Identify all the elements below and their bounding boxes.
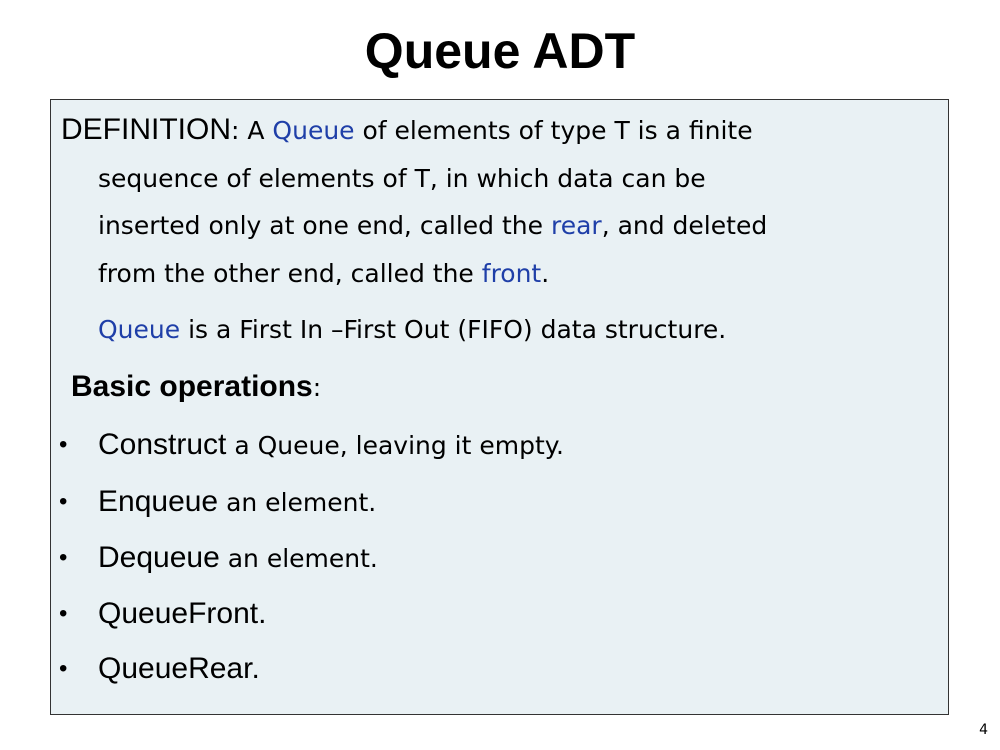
keyword-queue: Queue <box>272 116 355 145</box>
definition-line-4-post: . <box>541 259 550 288</box>
definition-line-4 <box>98 258 549 290</box>
bullet-icon: • <box>59 431 68 458</box>
operation-desc: a Queue, leaving it empty. <box>226 431 564 460</box>
operations-heading <box>71 371 321 404</box>
keyword-queue-fifo: Queue <box>98 315 181 344</box>
operation-desc: an element. <box>219 544 378 573</box>
definition-line-3-post: , and deleted <box>601 211 768 240</box>
page-number: 4 <box>979 722 988 738</box>
fifo-statement <box>98 314 726 346</box>
definition-line-3 <box>98 210 767 242</box>
keyword-front: front <box>481 259 542 288</box>
bullet-icon: • <box>59 655 68 682</box>
operation-name: QueueFront. <box>98 597 267 630</box>
definition-line-2: sequence of elements of T, in which data can be <box>98 164 706 193</box>
bullet-icon: • <box>59 600 68 627</box>
operation-name: Enqueue <box>98 485 219 518</box>
operation-name: QueueRear. <box>98 652 260 685</box>
operations-heading-text: Basic operations <box>71 370 313 403</box>
operation-name: Dequeue <box>98 541 220 574</box>
definition-line-1 <box>61 114 753 147</box>
definition-line-4-pre: from the other end, called the <box>98 259 482 288</box>
operations-heading-colon: : <box>312 373 322 402</box>
bullet-icon: • <box>59 544 68 571</box>
slide-title: Queue ADT <box>364 23 636 79</box>
definition-line-1-post: of elements of type T is a finite <box>354 116 753 145</box>
fifo-statement-text: is a First In –First Out (FIFO) data structure. <box>180 315 727 344</box>
content-box <box>50 99 949 715</box>
operation-desc: an element. <box>218 488 377 517</box>
definition-line-3-pre: inserted only at one end, called the <box>98 211 551 240</box>
operation-name: Construct <box>98 428 227 461</box>
bullet-icon: • <box>59 488 68 515</box>
keyword-rear: rear <box>550 211 602 240</box>
definition-line-1-pre: : A <box>231 116 273 145</box>
definition-term: DEFINITION <box>61 113 231 146</box>
